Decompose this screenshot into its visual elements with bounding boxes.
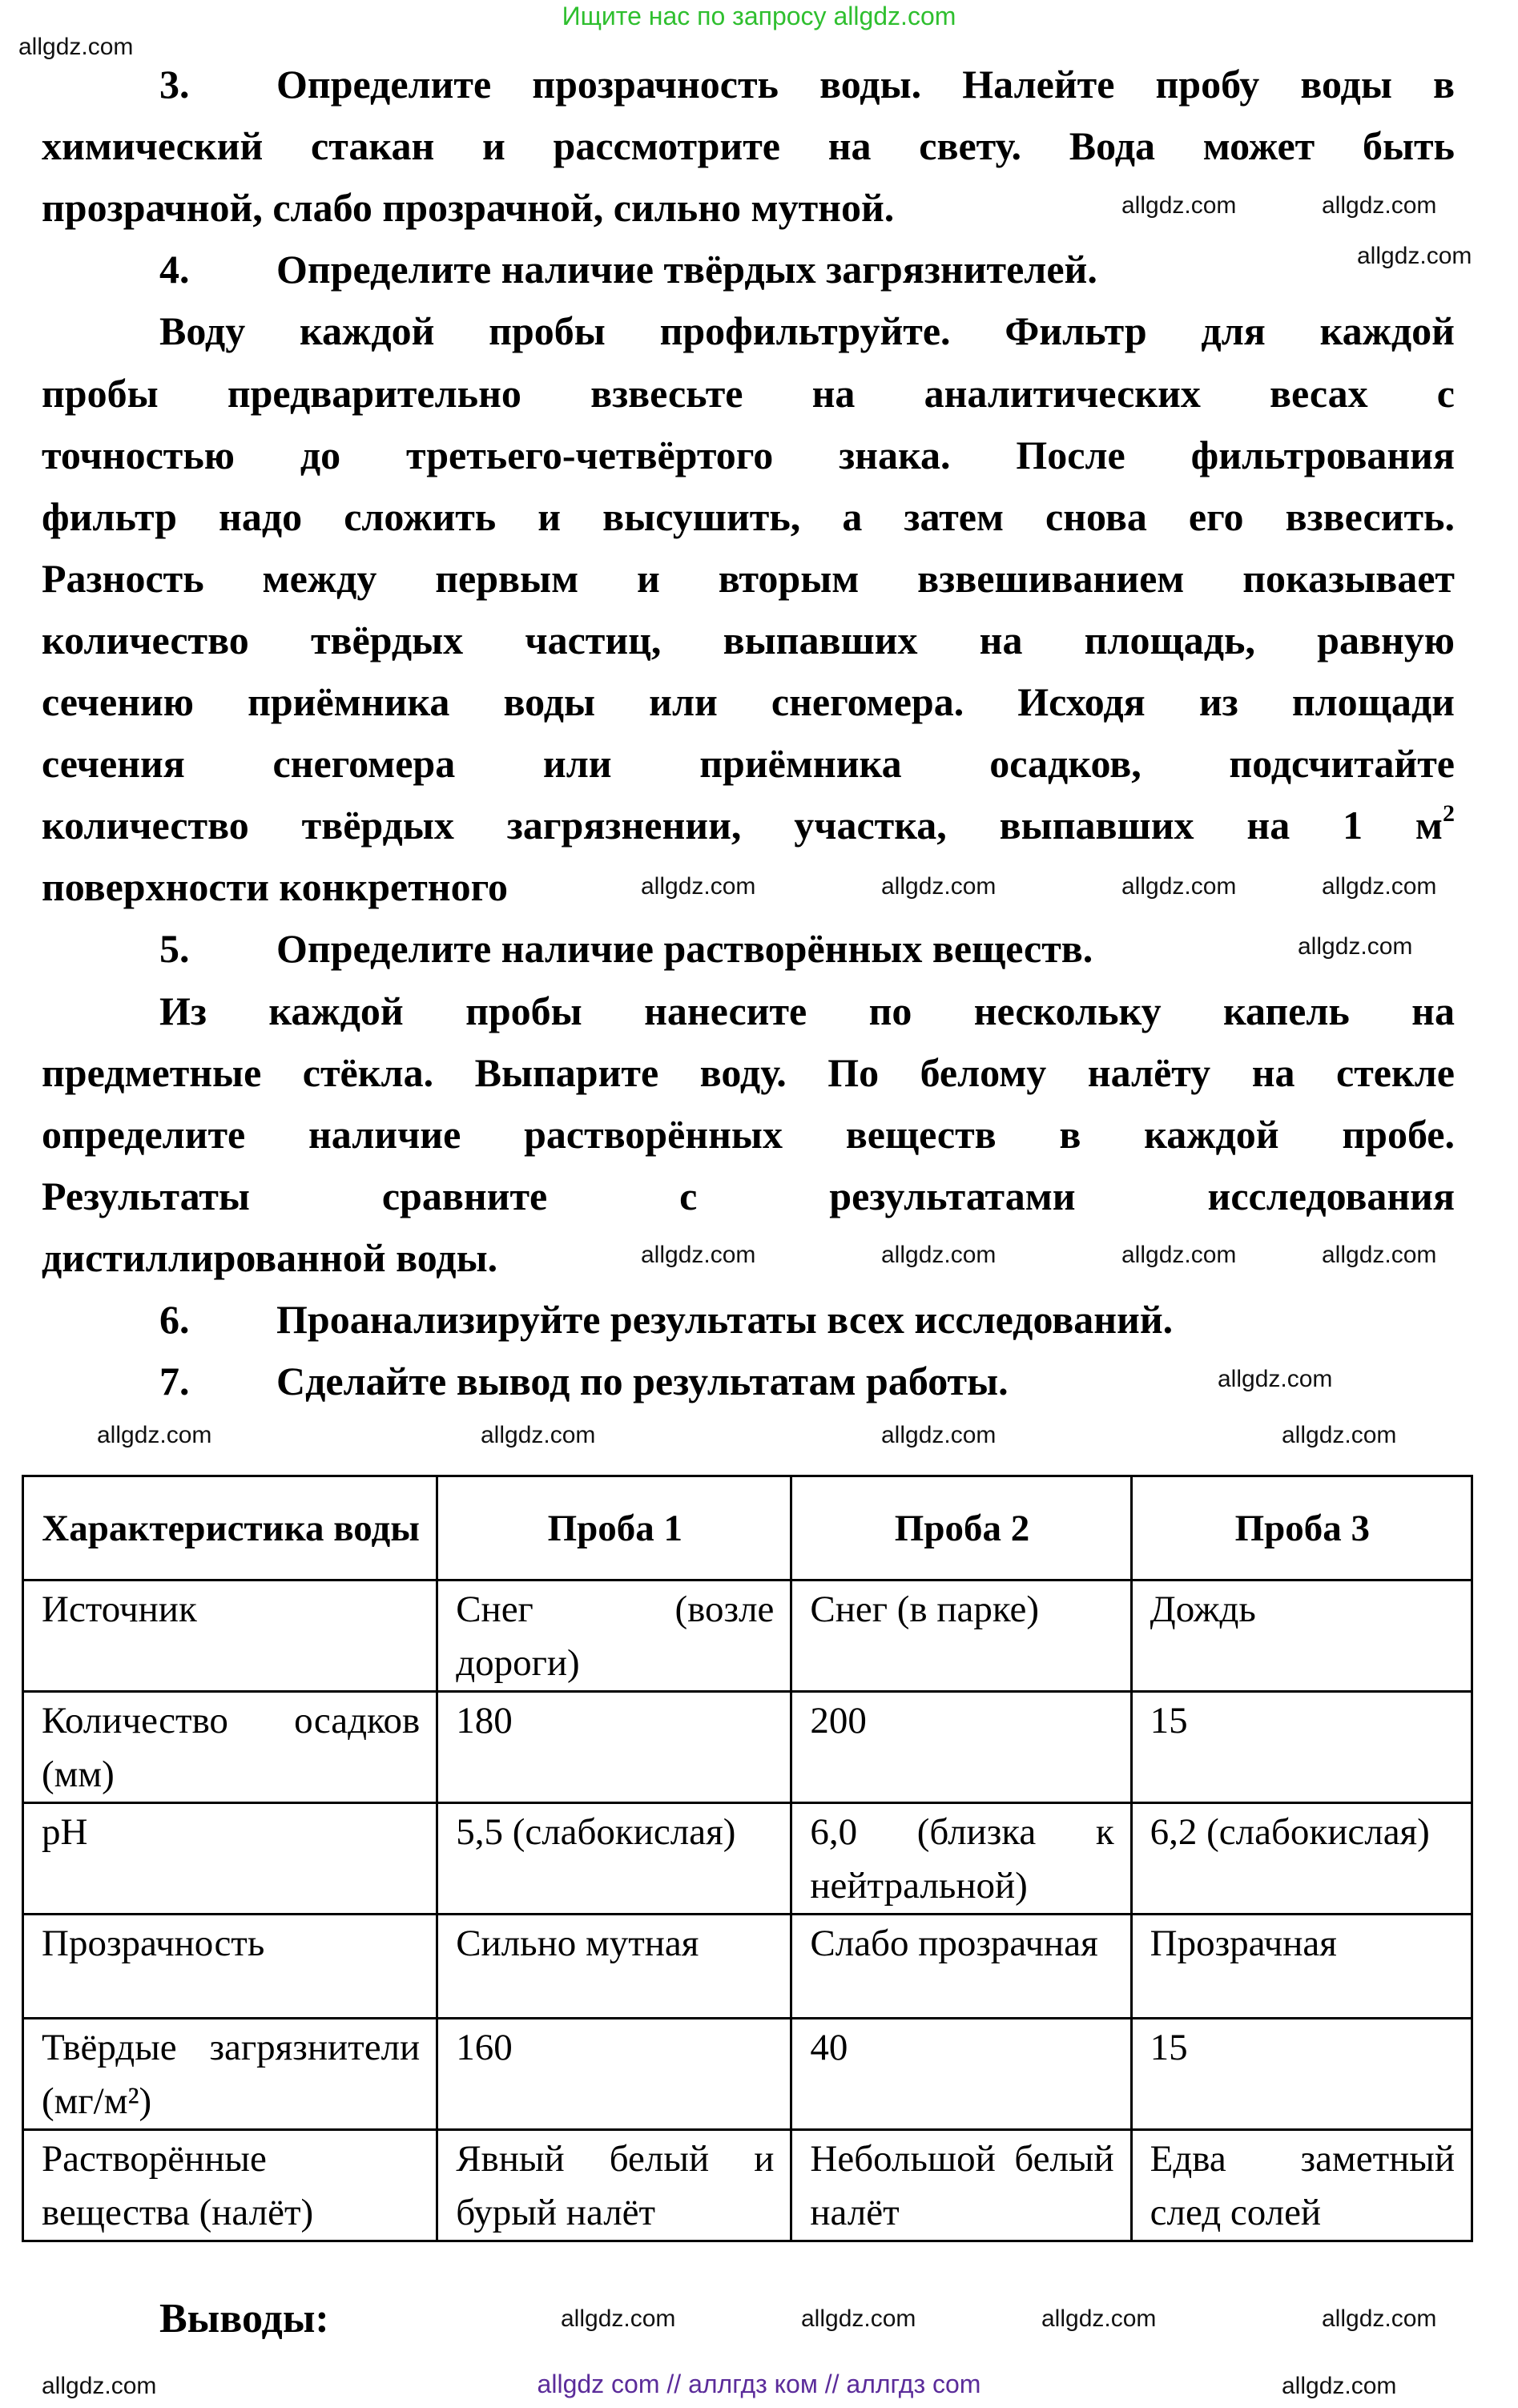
text-line <box>42 486 1455 548</box>
text-line <box>42 918 1455 980</box>
watermark: allgdz.com <box>1121 873 1237 900</box>
search-banner[interactable]: Ищите нас по запросу allgdz.com <box>562 2 956 30</box>
item-number: 4. <box>159 247 190 292</box>
row-label-cell <box>23 1581 437 1692</box>
watermark: allgdz.com <box>561 2305 676 2332</box>
table-cell <box>1131 1692 1472 1803</box>
cell-value: 160 <box>456 2027 513 2068</box>
conclusions-heading: Выводы: <box>159 2296 329 2342</box>
row-label-cell <box>23 1803 437 1915</box>
item-number: 6. <box>159 1297 190 1342</box>
text-line <box>159 981 1455 1042</box>
watermark: allgdz.com <box>1322 1242 1437 1268</box>
line-text: точностью до третьего-четвёртого знака. После фильтрования <box>42 432 1455 477</box>
line-text: количество твёрдых частиц, выпавших на площадь, равную <box>42 617 1455 662</box>
watermark: allgdz.com <box>1322 873 1437 900</box>
item-number: 5. <box>159 926 190 972</box>
table-cell <box>1131 1915 1472 2019</box>
text-line <box>42 239 1455 300</box>
table-row <box>23 2130 1472 2241</box>
table-cell <box>437 1692 791 1803</box>
watermark: allgdz.com <box>641 873 756 900</box>
item-text: Сделайте вывод по результатам работы. <box>276 1359 1009 1404</box>
watermark: allgdz.com <box>881 1242 997 1268</box>
results-table <box>22 1475 1473 2242</box>
cell-value: 6,0 (близка к нейтральной) <box>810 1811 1114 1907</box>
watermark: allgdz.com <box>1041 2305 1157 2332</box>
table-cell <box>1131 1803 1472 1915</box>
watermark: allgdz.com <box>1322 2305 1437 2332</box>
item-text: Проанализируйте результаты всех исследований. <box>276 1297 1174 1342</box>
cell-value: 15 <box>1150 1700 1188 1742</box>
line-text: химический стакан и рассмотрите на свету. Вода может быть <box>42 123 1455 169</box>
text-line <box>42 671 1455 733</box>
text-line <box>42 1042 1455 1104</box>
cell-value: Сильно мутная <box>456 1923 699 1964</box>
line-text: прозрачной, слабо прозрачной, сильно мутной. <box>42 185 895 231</box>
watermark: allgdz.com <box>1282 2373 1397 2399</box>
watermark: allgdz.com <box>1282 1422 1397 1448</box>
text-line <box>159 300 1455 362</box>
table-row <box>23 1692 1472 1803</box>
watermark: allgdz.com <box>801 2305 916 2332</box>
header-characteristic: Характеристика воды <box>23 1476 437 1581</box>
table-cell <box>791 2019 1131 2130</box>
line-text: сечению приёмника воды или снегомера. Исходя из площади <box>42 679 1455 724</box>
table-cell <box>791 2130 1131 2241</box>
table-row <box>23 2019 1472 2130</box>
text-line <box>42 795 1455 856</box>
row-label-cell <box>23 1692 437 1803</box>
text-line <box>42 115 1455 177</box>
row-label: Твёрдые загрязнители (мг/м²) <box>42 2027 421 2122</box>
cell-value: Снег (возле дороги) <box>456 1589 775 1684</box>
cell-value: Небольшой белый налёт <box>810 2138 1114 2233</box>
watermark: allgdz.com <box>1357 243 1472 269</box>
watermark: allgdz.com <box>1322 192 1437 219</box>
cell-value: 6,2 (слабокислая) <box>1150 1811 1430 1853</box>
cell-value: 15 <box>1150 2027 1188 2068</box>
item-number: 3. <box>159 62 190 107</box>
item-number: 7. <box>159 1359 190 1404</box>
text-line <box>42 610 1455 671</box>
line-text: предметные стёкла. Выпарите воду. По белому налёту на стекле <box>42 1049 1455 1095</box>
item-text: Определите прозрачность воды. Налейте пробу воды в <box>276 62 1455 107</box>
table-cell <box>437 2019 791 2130</box>
text-line <box>42 177 1455 239</box>
row-label: pH <box>42 1811 88 1853</box>
table-cell <box>1131 1581 1472 1692</box>
table-cell <box>791 1803 1131 1915</box>
line-text: поверхности конкретного <box>42 864 509 910</box>
cell-value: 5,5 (слабокислая) <box>456 1811 736 1853</box>
line-text: дистиллированной воды. <box>42 1234 498 1280</box>
watermark: allgdz.com <box>97 1422 212 1448</box>
table-cell <box>791 1581 1131 1692</box>
row-label: Прозрачность <box>42 1923 265 1964</box>
watermark: allgdz.com <box>42 2373 157 2399</box>
line-text: Воду каждой пробы профильтруйте. Фильтр для каждой <box>159 308 1455 354</box>
line-text: фильтр надо сложить и высушить, а затем снова его взвесить. <box>42 493 1455 539</box>
header-sample-3: Проба 3 <box>1131 1476 1472 1581</box>
text-line <box>42 54 1455 115</box>
table-row <box>23 1581 1472 1692</box>
table-cell <box>437 1915 791 2019</box>
superscript: 2 <box>1443 800 1455 827</box>
watermark: allgdz.com <box>1298 933 1413 960</box>
header-sample-2: Проба 2 <box>791 1476 1131 1581</box>
text-line <box>42 363 1455 425</box>
line-text: Из каждой пробы нанесите по нескольку капель на <box>159 988 1455 1033</box>
text-line <box>42 733 1455 795</box>
text-line <box>42 1289 1455 1351</box>
cell-value: Едва заметный след солей <box>1150 2138 1455 2233</box>
watermark: allgdz.com <box>881 873 997 900</box>
line-text: Результаты сравните с результатами исследования <box>42 1173 1455 1218</box>
line-text: определите наличие растворённых веществ в каждой пробе. <box>42 1111 1455 1157</box>
cell-value: Снег (в парке) <box>810 1589 1040 1630</box>
cell-value: 200 <box>810 1700 867 1742</box>
table-cell <box>437 1803 791 1915</box>
row-label: Количество осадков (мм) <box>42 1700 421 1795</box>
table-cell <box>437 1581 791 1692</box>
item-text: Определите наличие растворённых веществ. <box>276 926 1093 972</box>
watermark: allgdz.com <box>481 1422 596 1448</box>
row-label: Источник <box>42 1589 197 1630</box>
table-cell <box>1131 2019 1472 2130</box>
table-header-row <box>23 1476 1472 1581</box>
watermark: allgdz.com <box>641 1242 756 1268</box>
text-line <box>42 548 1455 610</box>
row-label-cell <box>23 1915 437 2019</box>
footer-links[interactable]: allgdz com // аллгдз ком // аллгдз com <box>537 2370 981 2398</box>
watermark: allgdz.com <box>1218 1366 1333 1392</box>
text-line <box>42 425 1455 486</box>
header-sample-1: Проба 1 <box>437 1476 791 1581</box>
watermark: allgdz.com <box>1121 192 1237 219</box>
watermark: allgdz.com <box>881 1422 997 1448</box>
cell-value: Явный белый и бурый налёт <box>456 2138 775 2233</box>
text-line <box>42 1104 1455 1166</box>
table-cell <box>791 1692 1131 1803</box>
watermark: allgdz.com <box>18 34 134 60</box>
row-label: Растворённые вещества (налёт) <box>42 2138 314 2233</box>
table-cell <box>1131 2130 1472 2241</box>
line-text: Разность между первым и вторым взвешиванием показывает <box>42 555 1455 601</box>
cell-value: Дождь <box>1150 1589 1256 1630</box>
table-cell <box>437 2130 791 2241</box>
cell-value: Слабо прозрачная <box>810 1923 1098 1964</box>
watermark: allgdz.com <box>1121 1242 1237 1268</box>
cell-value: 180 <box>456 1700 513 1742</box>
line-text: сечения снегомера или приёмника осадков, подсчитайте <box>42 741 1455 787</box>
row-label-cell <box>23 2019 437 2130</box>
cell-value: Прозрачная <box>1150 1923 1337 1964</box>
row-label-cell <box>23 2130 437 2241</box>
table-cell <box>791 1915 1131 2019</box>
cell-value: 40 <box>810 2027 848 2068</box>
line-text: количество твёрдых загрязнении, участка, выпавших на 1 м <box>42 803 1443 848</box>
text-line <box>42 1166 1455 1227</box>
item-text: Определите наличие твёрдых загрязнителей. <box>276 247 1097 292</box>
table-row <box>23 1803 1472 1915</box>
line-text: пробы предварительно взвесьте на аналитических весах с <box>42 370 1455 416</box>
table-row <box>23 1915 1472 2019</box>
